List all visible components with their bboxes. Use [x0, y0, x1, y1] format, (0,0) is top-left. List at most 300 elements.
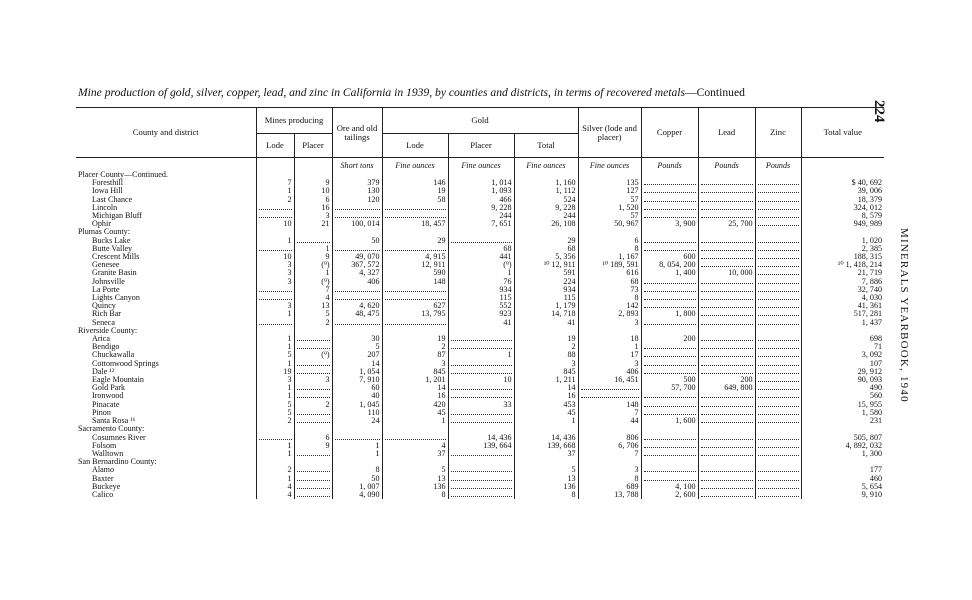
leader-dots — [758, 319, 799, 325]
table-cell — [448, 360, 514, 368]
table-cell: 50 — [332, 475, 382, 483]
table-cell: 460 — [801, 475, 884, 483]
table-cell — [698, 458, 755, 466]
table-cell: 453 — [514, 401, 578, 409]
leader-dots — [701, 475, 753, 481]
leader-dots — [701, 319, 753, 325]
row-label: San Bernardino County: — [78, 458, 157, 467]
table-cell: 45 — [382, 409, 448, 417]
row-label: Crescent Mills — [92, 253, 140, 262]
table-cell: 25, 700 — [698, 220, 755, 228]
leader-dots — [451, 450, 512, 456]
table-cell: 14, 436 — [448, 434, 514, 442]
table-cell: 1, 211 — [514, 376, 578, 384]
table-cell — [448, 425, 514, 433]
table-cell — [755, 327, 801, 335]
table-cell — [641, 392, 698, 400]
table-cell — [514, 425, 578, 433]
table-cell: 1 — [514, 417, 578, 425]
leader-dots — [297, 475, 330, 481]
table-cell — [332, 458, 382, 466]
units-cell: Fine ounces — [448, 158, 514, 172]
county-row — [76, 458, 884, 466]
leader-dots — [644, 237, 696, 243]
table-cell — [578, 425, 641, 433]
table-cell — [382, 327, 448, 335]
row-label: Iowa Hill — [92, 187, 123, 196]
leader-dots — [297, 368, 330, 374]
leader-dots — [451, 466, 512, 472]
leader-dots — [644, 187, 696, 193]
table-cell: 37 — [382, 450, 448, 458]
table-cell: 1, 437 — [801, 319, 884, 327]
table-cell: 1 — [256, 310, 294, 318]
table-cell — [294, 409, 332, 417]
table-cell: 200 — [698, 376, 755, 384]
units-row — [76, 158, 884, 172]
table-cell — [294, 343, 332, 351]
table-cell: 466 — [448, 196, 514, 204]
table-cell — [382, 434, 448, 442]
row-label: Dale ¹² — [92, 367, 115, 376]
leader-dots — [385, 286, 446, 292]
table-cell — [755, 376, 801, 384]
production-table — [76, 107, 884, 499]
leader-dots — [701, 483, 753, 489]
table-cell — [755, 204, 801, 212]
leader-dots — [758, 475, 799, 481]
table-cell: 934 — [514, 286, 578, 294]
table-cell — [755, 294, 801, 302]
table-cell — [641, 302, 698, 310]
table-cell — [698, 483, 755, 491]
table-cell: 1, 600 — [641, 417, 698, 425]
leader-dots — [701, 212, 753, 218]
table-cell: 1 — [294, 269, 332, 277]
table-cell: 10 — [256, 220, 294, 228]
leader-dots — [451, 392, 512, 398]
table-cell: 100, 014 — [332, 220, 382, 228]
leader-dots — [385, 294, 446, 300]
table-cell — [294, 417, 332, 425]
district-row — [76, 212, 884, 220]
table-cell: 231 — [801, 417, 884, 425]
table-cell: 68 — [448, 245, 514, 253]
table-cell: (⁹) — [294, 278, 332, 286]
row-label: La Porte — [92, 285, 120, 294]
table-cell — [382, 204, 448, 212]
table-cell — [698, 401, 755, 409]
leader-dots — [701, 351, 753, 357]
table-cell: 13 — [382, 475, 448, 483]
district-row — [76, 294, 884, 302]
table-cell: 115 — [514, 294, 578, 302]
leader-dots — [451, 483, 512, 489]
table-cell: 107 — [801, 360, 884, 368]
district-row — [76, 187, 884, 195]
table-cell: 90, 093 — [801, 376, 884, 384]
row-label: Arica — [92, 335, 110, 344]
table-cell — [448, 343, 514, 351]
table-cell — [641, 466, 698, 474]
table-cell — [755, 220, 801, 228]
leader-dots — [701, 261, 753, 267]
table-cell: 552 — [448, 302, 514, 310]
table-cell — [755, 417, 801, 425]
table-cell — [698, 278, 755, 286]
table-cell — [698, 409, 755, 417]
row-label: Seneca — [92, 318, 115, 327]
table-cell: 17 — [578, 351, 641, 359]
leader-dots — [758, 204, 799, 210]
district-row — [76, 401, 884, 409]
units-cell: Fine ounces — [382, 158, 448, 172]
district-row — [76, 376, 884, 384]
district-row — [76, 392, 884, 400]
leader-dots — [701, 360, 753, 366]
table-cell: 14, 718 — [514, 310, 578, 318]
table-cell: 21, 719 — [801, 269, 884, 277]
leader-dots — [644, 294, 696, 300]
table-cell — [294, 237, 332, 245]
table-cell: 1 — [256, 475, 294, 483]
table-cell — [755, 450, 801, 458]
table-cell: 9, 910 — [801, 491, 884, 499]
table-cell: 18 — [578, 335, 641, 343]
leader-dots — [701, 401, 753, 407]
leader-dots — [297, 360, 330, 366]
leader-dots — [758, 335, 799, 341]
table-cell: 73 — [578, 286, 641, 294]
table-cell — [382, 228, 448, 236]
table-cell: 60 — [332, 384, 382, 392]
table-cell — [755, 458, 801, 466]
table-cell — [755, 434, 801, 442]
row-label: Bucks Lake — [92, 236, 131, 245]
leader-dots — [335, 245, 380, 251]
table-cell: 689 — [578, 483, 641, 491]
row-label: Ophir — [92, 220, 111, 229]
table-cell: 8 — [578, 475, 641, 483]
row-label: Chuckawalla — [92, 351, 135, 360]
table-cell — [641, 425, 698, 433]
table-cell: 8 — [382, 491, 448, 499]
table-cell — [294, 228, 332, 236]
table-cell: 649, 800 — [698, 384, 755, 392]
table-cell: 1, 020 — [801, 237, 884, 245]
table-cell: 3, 900 — [641, 220, 698, 228]
table-cell — [382, 171, 448, 179]
table-cell — [698, 204, 755, 212]
table-cell: 40 — [332, 392, 382, 400]
table-cell — [755, 466, 801, 474]
leader-dots — [335, 212, 380, 218]
leader-dots — [758, 343, 799, 349]
table-cell: 32, 740 — [801, 286, 884, 294]
table-cell: 1 — [448, 269, 514, 277]
table-cell — [332, 286, 382, 294]
row-label: Lights Canyon — [92, 294, 140, 303]
table-cell: 13, 788 — [578, 491, 641, 499]
table-cell — [698, 425, 755, 433]
table-cell: 923 — [448, 310, 514, 318]
table-cell: 148 — [382, 278, 448, 286]
leader-dots — [701, 310, 753, 316]
table-cell — [698, 335, 755, 343]
table-cell: 110 — [332, 409, 382, 417]
row-label: Genesee — [92, 261, 120, 270]
table-cell — [382, 458, 448, 466]
table-cell: 18, 457 — [382, 220, 448, 228]
table-caption — [78, 86, 888, 99]
leader-dots — [451, 409, 512, 415]
leader-dots — [644, 245, 696, 251]
table-cell — [698, 245, 755, 253]
table-cell — [698, 442, 755, 450]
table-cell: 1, 007 — [332, 483, 382, 491]
table-cell: 1 — [332, 442, 382, 450]
row-label: Folsom — [92, 441, 117, 450]
row-label: Alamo — [92, 466, 115, 475]
table-cell: 1, 112 — [514, 187, 578, 195]
table-cell: 3 — [294, 212, 332, 220]
leader-dots — [451, 491, 512, 497]
table-cell — [332, 212, 382, 220]
leader-dots — [701, 450, 753, 456]
table-cell — [641, 245, 698, 253]
row-label: Riverside County: — [78, 326, 138, 335]
table-cell — [294, 483, 332, 491]
table-cell — [801, 171, 884, 179]
table-cell — [755, 171, 801, 179]
leader-dots — [701, 294, 753, 300]
table-cell: 45 — [514, 409, 578, 417]
table-cell: 1, 160 — [514, 179, 578, 187]
table-cell — [448, 171, 514, 179]
table-body — [76, 158, 884, 500]
table-cell: 3, 092 — [801, 351, 884, 359]
table-cell: 6 — [294, 434, 332, 442]
leader-dots — [758, 491, 799, 497]
county-row — [76, 327, 884, 335]
table-cell — [448, 237, 514, 245]
table-cell: 16, 451 — [578, 376, 641, 384]
table-cell — [698, 294, 755, 302]
leader-dots — [451, 343, 512, 349]
leader-dots — [701, 491, 753, 497]
table-cell: 26, 108 — [514, 220, 578, 228]
leader-dots — [644, 212, 696, 218]
table-cell — [755, 475, 801, 483]
leader-dots — [758, 376, 799, 382]
table-cell: 627 — [382, 302, 448, 310]
table-cell — [448, 368, 514, 376]
table-cell: 10 — [256, 253, 294, 261]
table-cell — [294, 327, 332, 335]
leader-dots — [297, 409, 330, 415]
table-cell: 4, 620 — [332, 302, 382, 310]
row-label: Rich Bar — [92, 310, 121, 319]
table-cell — [698, 187, 755, 195]
table-cell: 441 — [448, 253, 514, 261]
table-cell — [448, 483, 514, 491]
table-cell: 420 — [382, 401, 448, 409]
table-cell: 1 — [256, 392, 294, 400]
units-cell: Pounds — [698, 158, 755, 172]
table-cell — [332, 228, 382, 236]
table-cell — [641, 368, 698, 376]
district-row — [76, 351, 884, 359]
leader-dots — [701, 286, 753, 292]
table-cell — [641, 360, 698, 368]
row-label: Butte Valley — [92, 244, 133, 253]
leader-dots — [758, 302, 799, 308]
table-cell: 524 — [514, 196, 578, 204]
table-cell — [641, 179, 698, 187]
table-cell: 7, 910 — [332, 376, 382, 384]
table-cell: 76 — [448, 278, 514, 286]
table-cell — [578, 171, 641, 179]
table-cell — [332, 245, 382, 253]
leader-dots — [385, 434, 446, 440]
table-cell — [755, 196, 801, 204]
leader-dots — [701, 237, 753, 243]
table-cell: 2 — [294, 319, 332, 327]
table-cell — [698, 310, 755, 318]
row-label: Cosumnes River — [92, 433, 146, 442]
table-cell — [755, 425, 801, 433]
leader-dots — [451, 384, 512, 390]
row-label: Ironwood — [92, 392, 124, 401]
table-cell: 845 — [514, 368, 578, 376]
table-cell: 517, 281 — [801, 310, 884, 318]
table-cell — [698, 212, 755, 220]
units-cell — [294, 158, 332, 172]
leader-dots — [297, 417, 330, 423]
district-row — [76, 196, 884, 204]
table-cell: 1, 054 — [332, 368, 382, 376]
table-cell — [641, 204, 698, 212]
table-cell: 1 — [256, 360, 294, 368]
table-cell — [256, 228, 294, 236]
row-label: Eagle Mountain — [92, 376, 144, 385]
table-cell — [256, 286, 294, 294]
leader-dots — [758, 261, 799, 267]
table-cell: 127 — [578, 187, 641, 195]
table-cell — [641, 286, 698, 294]
table-cell — [698, 253, 755, 261]
table-cell: 39, 006 — [801, 187, 884, 195]
leader-dots — [758, 245, 799, 251]
leader-dots — [451, 237, 512, 243]
leader-dots — [385, 245, 446, 251]
table-cell — [641, 212, 698, 220]
leader-dots — [701, 442, 753, 448]
leader-dots — [335, 319, 380, 325]
table-cell — [698, 466, 755, 474]
table-cell — [448, 228, 514, 236]
table-cell: 4, 090 — [332, 491, 382, 499]
table-cell — [382, 286, 448, 294]
table-cell — [578, 392, 641, 400]
row-label: Santa Rosa ¹⁶ — [92, 417, 136, 426]
table-cell — [578, 327, 641, 335]
table-cell — [755, 310, 801, 318]
table-cell — [448, 409, 514, 417]
table-cell: 616 — [578, 269, 641, 277]
row-label: Baxter — [92, 474, 114, 483]
table-cell: 3 — [256, 376, 294, 384]
table-cell — [755, 179, 801, 187]
leader-dots — [758, 212, 799, 218]
header-silver: Silver (lode and placer) — [578, 108, 641, 158]
leader-dots — [701, 179, 753, 185]
table-cell — [755, 261, 801, 269]
table-cell — [641, 442, 698, 450]
leader-dots — [644, 368, 696, 374]
district-row — [76, 384, 884, 392]
table-cell: 14, 436 — [514, 434, 578, 442]
table-cell: 591 — [514, 269, 578, 277]
table-cell: 1, 400 — [641, 269, 698, 277]
leader-dots — [297, 335, 330, 341]
table-cell: 8 — [578, 245, 641, 253]
row-label: Buckeye — [92, 482, 121, 491]
table-cell — [256, 425, 294, 433]
leader-dots — [335, 434, 380, 440]
table-cell: 1 — [382, 417, 448, 425]
district-row — [76, 245, 884, 253]
leader-dots — [758, 351, 799, 357]
table-cell — [698, 179, 755, 187]
table-cell: 6, 706 — [578, 442, 641, 450]
leader-dots — [335, 286, 380, 292]
table-cell: 4 — [382, 442, 448, 450]
page-number: 224 — [871, 100, 887, 123]
table-cell: 698 — [801, 335, 884, 343]
leader-dots — [758, 269, 799, 275]
table-cell — [755, 278, 801, 286]
table-cell — [698, 368, 755, 376]
table-cell — [641, 237, 698, 245]
table-cell — [641, 187, 698, 195]
leader-dots — [644, 450, 696, 456]
table-cell — [755, 384, 801, 392]
district-row — [76, 335, 884, 343]
table-cell: 2 — [514, 343, 578, 351]
table-cell: 590 — [382, 269, 448, 277]
table-cell: 71 — [801, 343, 884, 351]
table-cell: 1 — [256, 187, 294, 195]
table-cell: 3 — [256, 261, 294, 269]
leader-dots — [297, 466, 330, 472]
district-row — [76, 237, 884, 245]
row-label: Lincoln — [92, 203, 118, 212]
header-gold-placer: Placer — [448, 134, 514, 158]
table-cell — [698, 228, 755, 236]
table-cell: $ 40, 692 — [801, 179, 884, 187]
table-cell: 2 — [256, 196, 294, 204]
table-cell: 2, 385 — [801, 245, 884, 253]
table-header — [76, 108, 884, 158]
table-cell: 224 — [514, 278, 578, 286]
table-cell — [294, 368, 332, 376]
row-label: Cottonwood Springs — [92, 359, 159, 368]
table-cell — [294, 458, 332, 466]
units-cell: Short tons — [332, 158, 382, 172]
table-cell — [641, 475, 698, 483]
table-cell: 135 — [578, 179, 641, 187]
